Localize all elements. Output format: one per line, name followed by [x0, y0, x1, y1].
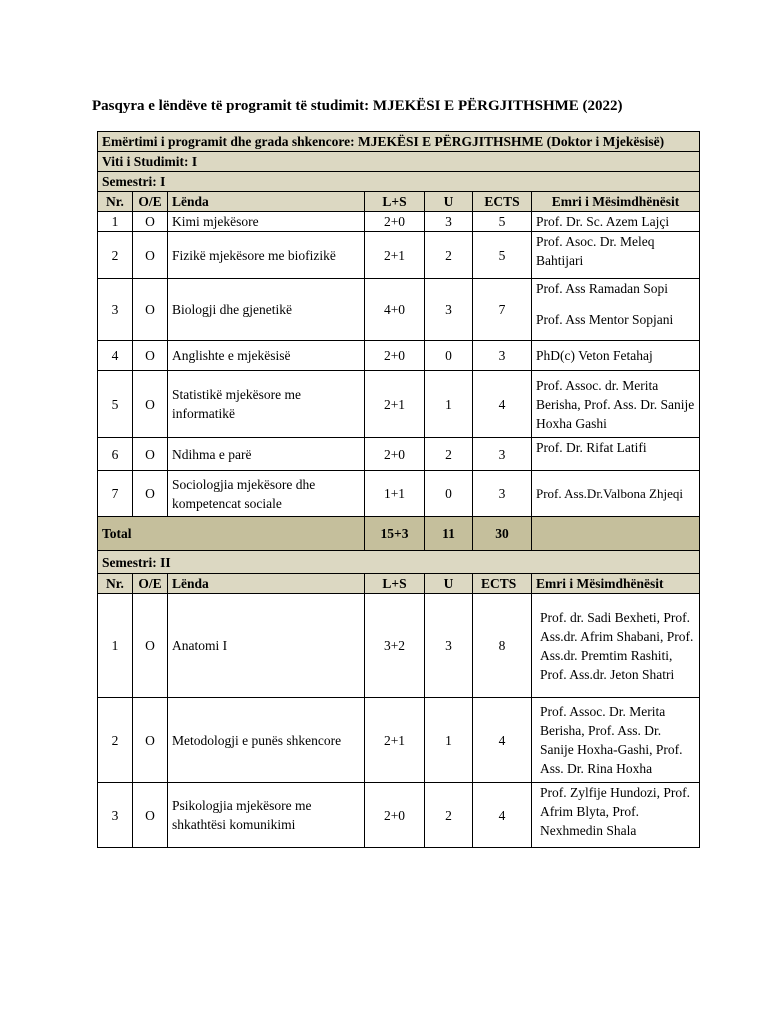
cell-ects: 7 — [473, 279, 532, 341]
cell-teacher — [532, 279, 700, 341]
cell-ls: 2+1 — [365, 698, 425, 783]
col-header-teacher: Emri i Mësimdhënësit — [532, 192, 700, 212]
study-year: Viti i Studimit: I — [98, 152, 700, 172]
cell-u: 3 — [425, 279, 473, 341]
cell-u: 0 — [425, 471, 473, 517]
table-row — [98, 212, 700, 232]
cell-ls: 2+0 — [365, 212, 425, 232]
cell-ls: 2+0 — [365, 438, 425, 471]
total-ls: 15+3 — [365, 517, 425, 551]
col-header-ls: L+S — [365, 192, 425, 212]
total-label: Total — [98, 517, 365, 551]
program-name-row — [98, 132, 700, 152]
col-header-lenda: Lënda — [168, 574, 365, 594]
col-header-teacher: Emri i Mësimdhënësit — [532, 574, 700, 594]
document-title: Pasqyra e lëndëve të programit të studimit: MJEKËSI E PËRGJITHSHME (2022) — [92, 98, 623, 114]
cell-ects: 5 — [473, 232, 532, 279]
col-header-ls: L+S — [365, 574, 425, 594]
total-empty — [532, 517, 700, 551]
cell-ls: 2+1 — [365, 232, 425, 279]
cell-nr: 2 — [98, 698, 133, 783]
cell-nr: 2 — [98, 232, 133, 279]
total-row — [98, 517, 700, 551]
cell-nr: 5 — [98, 371, 133, 438]
cell-u: 0 — [425, 341, 473, 371]
semester-1-row — [98, 172, 700, 192]
semester-2-label: Semestri: II — [98, 551, 700, 574]
cell-nr: 7 — [98, 471, 133, 517]
cell-ls: 2+0 — [365, 783, 425, 848]
col-header-nr: Nr. — [98, 574, 133, 594]
cell-ls: 1+1 — [365, 471, 425, 517]
cell-oe: O — [133, 783, 168, 848]
col-header-u: U — [425, 574, 473, 594]
col-header-nr: Nr. — [98, 192, 133, 212]
cell-lenda: Anatomi I — [168, 594, 365, 698]
semester-2-row — [98, 551, 700, 574]
cell-lenda: Fizikë mjekësore me biofizikë — [168, 232, 365, 279]
cell-teacher: Prof. Ass.Dr.Valbona Zhjeqi — [532, 471, 700, 517]
cell-oe: O — [133, 341, 168, 371]
cell-ects: 3 — [473, 471, 532, 517]
cell-ects: 8 — [473, 594, 532, 698]
cell-nr: 1 — [98, 594, 133, 698]
cell-u: 2 — [425, 783, 473, 848]
cell-lenda: Metodologji e punës shkencore — [168, 698, 365, 783]
cell-lenda: Biologji dhe gjenetikë — [168, 279, 365, 341]
table-row — [98, 279, 700, 341]
cell-teacher: Prof. Dr. Rifat Latifi — [532, 438, 700, 471]
cell-oe: O — [133, 594, 168, 698]
cell-ects: 3 — [473, 341, 532, 371]
cell-teacher: Prof. dr. Sadi Bexheti, Prof. Ass.dr. Afrim Shabani, Prof. Ass.dr. Premtim Rashiti, Prof. Ass.dr. Jeton Shatri — [532, 594, 700, 698]
table-row — [98, 438, 700, 471]
cell-u: 1 — [425, 371, 473, 438]
teacher-line-1: Prof. Ass Ramadan Sopi — [536, 281, 669, 296]
cell-ls: 2+0 — [365, 341, 425, 371]
cell-lenda: Psikologjia mjekësore me shkathtësi komunikimi — [168, 783, 365, 848]
semester-2-header-row — [98, 574, 700, 594]
cell-ects: 4 — [473, 371, 532, 438]
table-row — [98, 783, 700, 848]
cell-ls: 2+1 — [365, 371, 425, 438]
teacher-line-2: Prof. Ass Mentor Sopjani — [536, 312, 674, 327]
table-row — [98, 341, 700, 371]
col-header-ects: ECTS — [473, 192, 532, 212]
cell-ects: 4 — [473, 783, 532, 848]
cell-nr: 1 — [98, 212, 133, 232]
cell-lenda: Sociologjia mjekësore dhe kompetencat sociale — [168, 471, 365, 517]
table-row — [98, 698, 700, 783]
cell-oe: O — [133, 371, 168, 438]
cell-oe: O — [133, 232, 168, 279]
table-row — [98, 232, 700, 279]
table-row — [98, 371, 700, 438]
cell-ls: 3+2 — [365, 594, 425, 698]
curriculum-table — [97, 131, 700, 848]
cell-ects: 3 — [473, 438, 532, 471]
cell-u: 2 — [425, 232, 473, 279]
table-row — [98, 471, 700, 517]
cell-nr: 4 — [98, 341, 133, 371]
cell-lenda: Ndihma e parë — [168, 438, 365, 471]
cell-teacher: Prof. Assoc. Dr. Merita Berisha, Prof. Ass. Dr. Sanije Hoxha-Gashi, Prof. Ass. Dr. Rina Hoxha — [532, 698, 700, 783]
col-header-u: U — [425, 192, 473, 212]
cell-ects: 5 — [473, 212, 532, 232]
cell-nr: 3 — [98, 783, 133, 848]
semester-1-label: Semestri: I — [98, 172, 700, 192]
cell-teacher: Prof. Zylfije Hundozi, Prof. Afrim Blyta, Prof. Nexhmedin Shala — [532, 783, 700, 848]
cell-oe: O — [133, 438, 168, 471]
cell-teacher: Prof. Asoc. Dr. Meleq Bahtijari — [532, 232, 700, 279]
cell-u: 3 — [425, 594, 473, 698]
cell-ls: 4+0 — [365, 279, 425, 341]
total-u: 11 — [425, 517, 473, 551]
program-name: Emërtimi i programit dhe grada shkencore: MJEKËSI E PËRGJITHSHME (Doktor i Mjekësisë) — [98, 132, 700, 152]
total-ects: 30 — [473, 517, 532, 551]
cell-teacher: Prof. Dr. Sc. Azem Lajçi — [532, 212, 700, 232]
col-header-lenda: Lënda — [168, 192, 365, 212]
cell-u: 1 — [425, 698, 473, 783]
cell-oe: O — [133, 698, 168, 783]
study-year-row — [98, 152, 700, 172]
cell-oe: O — [133, 471, 168, 517]
cell-oe: O — [133, 279, 168, 341]
cell-u: 3 — [425, 212, 473, 232]
cell-nr: 3 — [98, 279, 133, 341]
cell-u: 2 — [425, 438, 473, 471]
col-header-ects: ECTS — [473, 574, 532, 594]
table-row — [98, 594, 700, 698]
semester-1-header-row — [98, 192, 700, 212]
col-header-oe: O/E — [133, 192, 168, 212]
col-header-oe: O/E — [133, 574, 168, 594]
cell-nr: 6 — [98, 438, 133, 471]
cell-oe: O — [133, 212, 168, 232]
cell-lenda: Kimi mjekësore — [168, 212, 365, 232]
cell-teacher: Prof. Assoc. dr. Merita Berisha, Prof. Ass. Dr. Sanije Hoxha Gashi — [532, 371, 700, 438]
cell-lenda: Anglishte e mjekësisë — [168, 341, 365, 371]
cell-ects: 4 — [473, 698, 532, 783]
cell-lenda: Statistikë mjekësore me informatikë — [168, 371, 365, 438]
cell-teacher: PhD(c) Veton Fetahaj — [532, 341, 700, 371]
